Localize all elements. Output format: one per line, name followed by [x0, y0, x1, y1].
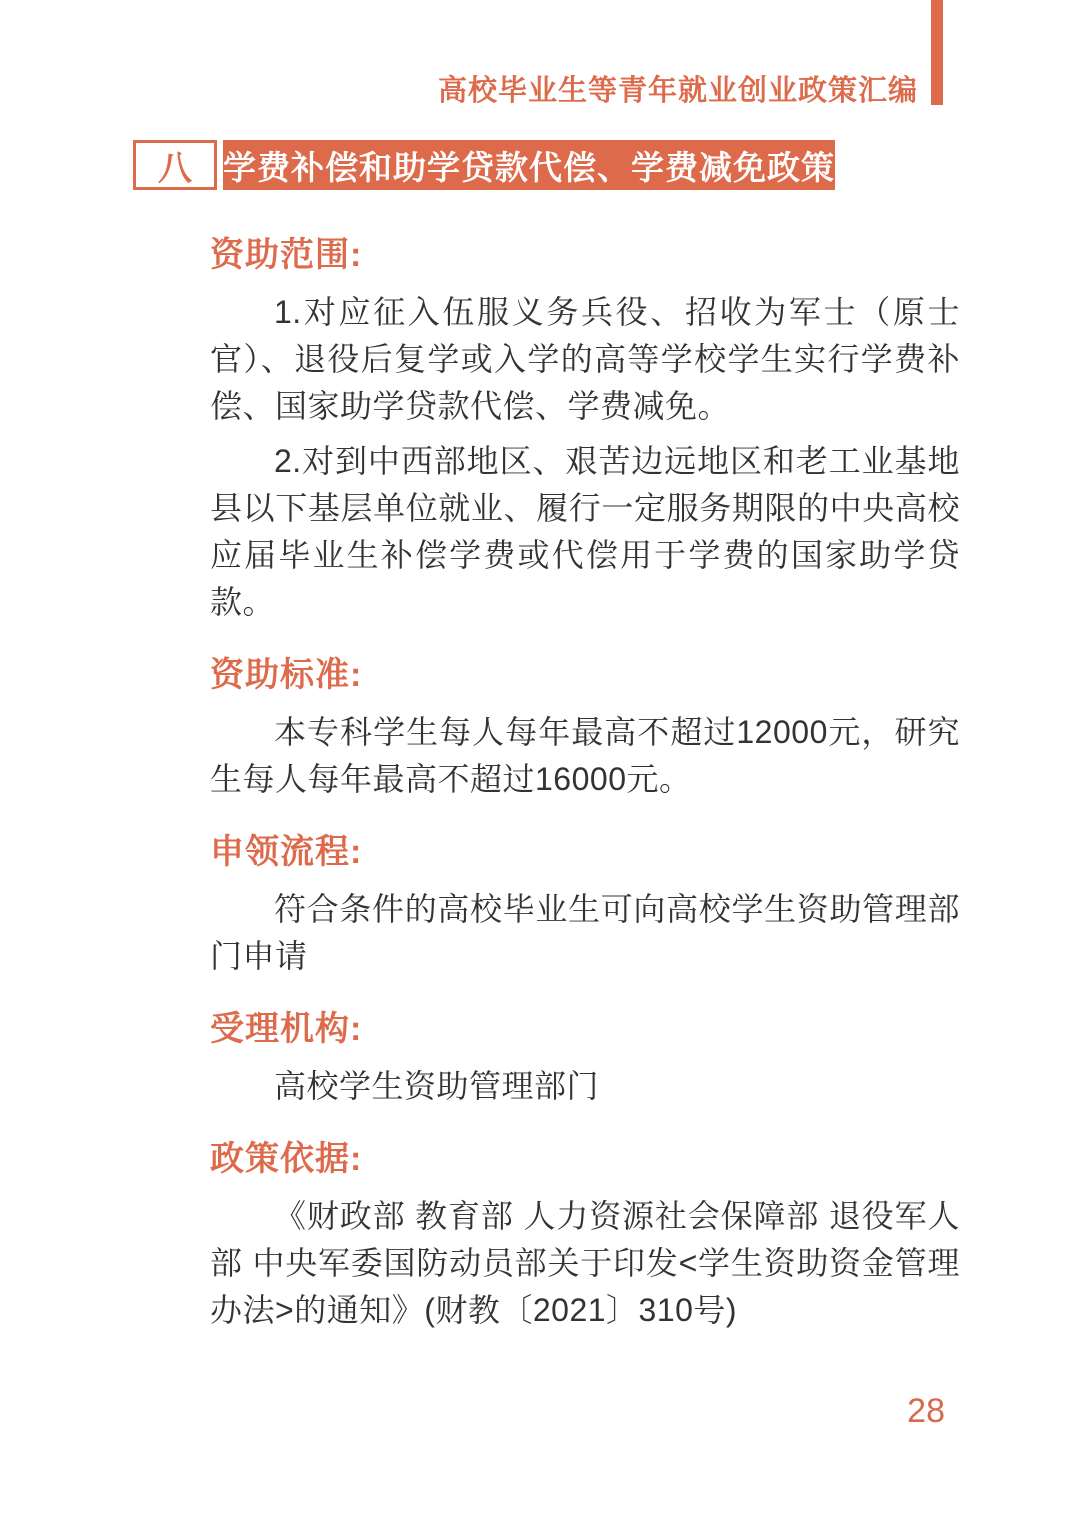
section-band — [133, 140, 835, 190]
paragraph: 1.对应征入伍服义务兵役、招收为军士（原士官）、退役后复学或入学的高等学校学生实行学费补偿、国家助学贷款代偿、学费减免。 — [210, 294, 960, 424]
section-heading: 申领流程: — [210, 833, 363, 871]
paragraph: 《财政部 教育部 人力资源社会保障部 退役军人部 中央军委国防动员部关于印发<学生资助资金管理办法>的通知》(财教〔2021〕310号) — [210, 1198, 960, 1328]
section-accepting-agency — [210, 1006, 960, 1110]
section-application-process — [210, 829, 960, 980]
paragraph: 本专科学生每人每年最高不超过12000元，研究生每人每年最高不超过16000元。 — [210, 714, 960, 797]
paragraph: 符合条件的高校毕业生可向高校学生资助管理部门申请 — [210, 891, 960, 974]
section-heading: 资助范围: — [210, 236, 363, 274]
section-funding-scope — [210, 232, 960, 626]
header-accent-bar — [931, 0, 943, 105]
section-heading: 受理机构: — [210, 1010, 363, 1048]
paragraph: 高校学生资助管理部门 — [274, 1068, 600, 1104]
section-banner-title: 学费补偿和助学贷款代偿、学费减免政策 — [223, 140, 835, 190]
page-header — [0, 0, 1080, 105]
paragraph: 2.对到中西部地区、艰苦边远地区和老工业基地县以下基层单位就业、履行一定服务期限的中央高校应届毕业生补偿学费或代偿用于学费的国家助学贷款。 — [210, 443, 960, 620]
section-policy-basis — [210, 1136, 960, 1334]
page-content — [210, 232, 960, 1334]
header-title: 高校毕业生等青年就业创业政策汇编 — [437, 75, 918, 107]
section-heading: 政策依据: — [210, 1140, 363, 1178]
section-funding-standard — [210, 652, 960, 803]
section-number-box: 八 — [133, 140, 217, 190]
section-heading: 资助标准: — [210, 656, 363, 694]
page-number: 28 — [907, 1392, 945, 1430]
